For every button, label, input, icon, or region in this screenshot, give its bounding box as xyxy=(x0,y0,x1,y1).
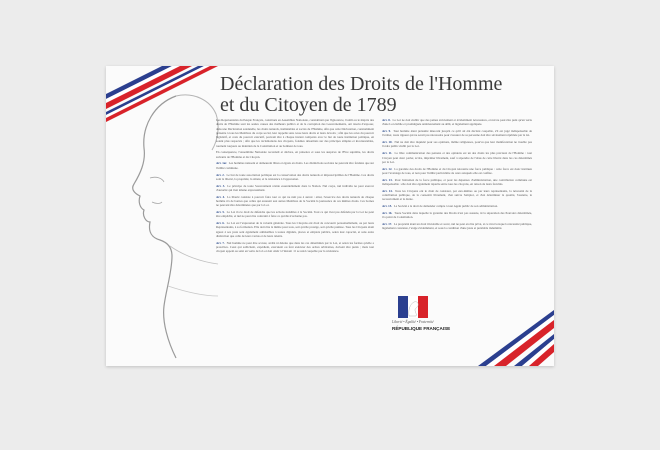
tricolor-stripes-bottom-right xyxy=(434,306,554,366)
article xyxy=(216,161,374,170)
article-label: Art. 15. xyxy=(382,204,393,209)
article-label: Art. 12. xyxy=(382,166,393,171)
article-label: Art. 5. xyxy=(216,210,225,215)
article-text: Toute Société dans laquelle la garantie des Droits n'est pas assurée, ni la séparation des Pouvoirs déterminée, n'a point de Constitution. xyxy=(382,211,532,220)
article-label: Art. 7. xyxy=(216,240,225,245)
article-label: Art. 8. xyxy=(382,118,391,122)
preamble-paragraph: Les Représentants du Peuple Français, constitués en Assemblée Nationale, considérant que l'ignorance, l'oubli ou le mépris des droits de l'Homme sont les seules causes des malheurs publics et de la corruption des Gouvernements, ont résolu d'exposer, dans une Déclaration solennelle, les droits naturels, inaliénables et sacrés de l'Homme, afin que cette Déclaration, constamment présente à tous les Membres du corps social, leur rappelle sans cesse leurs droits et leurs devoirs ; afin que les actes du pouvoir législatif, et ceux du pouvoir exécutif, pouvant être à chaque instant comparés avec le but de toute institution politique, en soient plus respectés ; afin que les réclamations des citoyens, fondées désormais sur des principes simples et incontestables, tournent toujours au maintien de la Constitution et au bonheur de tous. xyxy=(216,118,374,148)
title-line-1: Déclaration des Droits de l'Homme xyxy=(220,73,503,95)
article xyxy=(216,184,374,193)
article-label: Art. 13. xyxy=(382,177,393,182)
article-label: Art. 16. xyxy=(382,211,393,215)
article xyxy=(382,118,532,127)
logo-name: RÉPUBLIQUE FRANÇAISE xyxy=(392,326,451,331)
article-text: La Société a le droit de demander compte à tout Agent public de son administration. xyxy=(393,204,498,209)
article-text: La Loi n'a le droit de défendre que les actions nuisibles à la Société. Tout ce qui n'est pas défendu par la Loi ne peut être empêché, et nul ne peut être contraint à faire ce qu'elle n'ordonne pas. xyxy=(216,210,374,219)
marianne-profile-illustration xyxy=(106,86,221,366)
article xyxy=(382,140,532,149)
article-label: Art. 11. xyxy=(382,151,393,156)
article-text: Le but de toute association politique est la conservation des droits naturels et imprescriptibles de l'Homme. Ces droits sont la liberté, la propriété, la sûreté, et la résistance à l'oppression. xyxy=(216,172,374,181)
article xyxy=(216,241,374,254)
article-label: Art. 1er. xyxy=(216,161,227,166)
article-text: La libre communication des pensées et des opinions est un des droits les plus précieux de l'Homme : tout Citoyen peut donc parler, écrire, imprimer librement, sauf à répondre de l'abus de cette liberté dans les cas déterminés par la Loi. xyxy=(382,151,532,164)
article-text: La garantie des droits de l'Homme et du Citoyen nécessite une force publique : cette force est donc instituée pour l'avantage de tous, et non pour l'utilité particulière de ceux auxquels elle est confiée. xyxy=(382,166,533,175)
article-text: La propriété étant un droit inviolable et sacré, nul ne peut en être privé, si ce n'est lorsque la nécessité publique, légalement constatée, l'exige évidemment, et sous la condition d'une juste et préalable indemnité. xyxy=(382,222,532,231)
text-column-left xyxy=(216,118,374,256)
article-label: Art. 14. xyxy=(382,188,393,193)
article xyxy=(216,210,374,219)
article-text: Tout homme étant présumé innocent jusqu'à ce qu'il ait été déclaré coupable, s'il est jugé indispensable de l'arrêter, toute rigueur qui ne serait pas nécessaire pour s'assurer de sa personne doit être sévèrement réprimée par la loi. xyxy=(382,129,532,138)
article xyxy=(382,151,532,164)
article-text: La liberté consiste à pouvoir faire tout ce qui ne nuit pas à autrui : ainsi, l'exercice des droits naturels de chaque homme n'a de bornes que celles qui assurent aux autres Membres de la Société la jouissance de ces mêmes droits. Ces bornes ne peuvent être déterminées que par la Loi. xyxy=(216,194,374,208)
article-label: Art. 10. xyxy=(382,140,393,145)
article-label: Art. 2. xyxy=(216,172,225,177)
poster-title xyxy=(220,74,540,116)
article-label: Art. 3. xyxy=(216,183,226,188)
article xyxy=(382,129,532,138)
marianne-flag-icon xyxy=(398,296,428,318)
article-label: Art. 4. xyxy=(216,194,225,199)
article-label: Art. 17. xyxy=(382,222,393,227)
article-text: La Loi est l'expression de la volonté générale. Tous les Citoyens ont droit de concourir personnellement, ou par leurs Représentants, à sa formation. Elle doit être la même pour tous, soit qu'elle protège, soit qu'elle punisse. Tous les Citoyens étant égaux à ses yeux sont également admissibles à toutes dignités, places et emplois publics, selon leur capacité, et sans autre distinction que celle de leurs vertus et de leurs talents. xyxy=(216,221,374,238)
article xyxy=(382,222,532,231)
article-text: Tous les Citoyens ont le droit de constater, par eux-mêmes ou par leurs représentants, la nécessité de la contribution publique, de la consentir librement, d'en suivre l'emploi, et d'en déterminer la quotité, l'assiette, le recouvrement et la durée. xyxy=(382,188,532,202)
logo-motto: Liberté • Égalité • Fraternité xyxy=(392,320,434,324)
text-column-right xyxy=(382,118,532,233)
article-label: Art. 9. xyxy=(382,129,392,134)
article xyxy=(216,221,374,238)
article xyxy=(382,167,532,176)
article-text: Pour l'entretien de la force publique, et pour les dépenses d'administration, une contribution commune est indispensable : elle doit être également répartie entre tous les citoyens, en raison de leurs facultés. xyxy=(382,177,532,186)
article-text: Les hommes naissent et demeurent libres et égaux en droits. Les distinctions sociales ne peuvent être fondées que sur l'utilité commune. xyxy=(216,161,374,170)
article-text: Nul ne doit être inquiété pour ses opinions, même religieuses, pourvu que leur manifestation ne trouble pas l'ordre public établi par la Loi. xyxy=(382,140,532,149)
article-text: Nul homme ne peut être accusé, arrêté ni détenu que dans les cas déterminés par la Loi, et selon les formes qu'elle a prescrites. Ceux qui sollicitent, expédient, exécutent ou font exécuter des ordres arbitraires, doivent être punis ; mais tout citoyen appelé ou saisi en vertu de la Loi doit obéir à l'instant : il se rend coupable par la résistance. xyxy=(216,240,374,254)
preamble-paragraph: En conséquence, l'Assemblée Nationale reconnaît et déclare, en présence et sous les auspices de l'Etre suprême, les droits suivants de l'Homme et du Citoyen. xyxy=(216,150,374,159)
article xyxy=(382,211,532,220)
article xyxy=(382,189,532,202)
article xyxy=(216,195,374,208)
declaration-poster xyxy=(106,66,554,366)
article xyxy=(382,178,532,187)
article-text: La Loi ne doit établir que des peines strictement et évidemment nécessaires, et nul ne peut être puni qu'en vertu d'une Loi établie et promulguée antérieurement au délit, et légalement appliquée. xyxy=(382,118,532,127)
article-label: Art. 6. xyxy=(216,221,225,226)
article xyxy=(216,173,374,182)
title-line-2: et du Citoyen de 1789 xyxy=(220,94,397,116)
article xyxy=(382,204,532,208)
article-text: Le principe de toute Souveraineté réside essentiellement dans la Nation. Nul corps, nul individu ne peut exercer d'autorité qui n'en émane expressément. xyxy=(216,183,374,192)
